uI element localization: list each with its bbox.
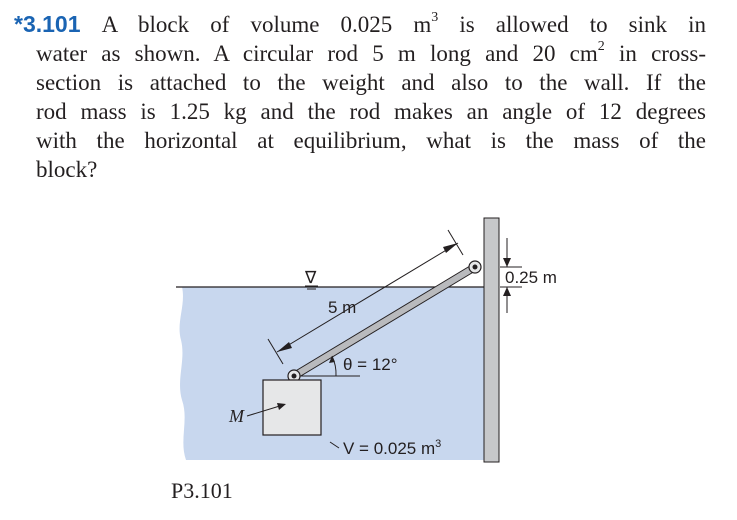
rod-length-label: 5 m <box>328 298 357 317</box>
wall <box>484 218 499 462</box>
block <box>263 380 321 435</box>
problem-line-2: water as shown. A circular rod 5 m long and 20 $cm^2$ in cross- <box>36 39 706 66</box>
angle-label: θ = 12° <box>343 355 398 374</box>
problem-number: *3.101 <box>14 11 81 37</box>
water-surface-symbol: ∇ <box>305 268 317 287</box>
figure-caption: P3.101 <box>171 478 233 503</box>
problem-line-6: block? <box>36 157 98 182</box>
problem-line-1: *3.101 A block of volume 0.025 $m^3$ is allowed to sink in <box>14 10 706 37</box>
problem-line-5: with the horizontal at equilibrium, what is the mass of the <box>36 128 706 153</box>
problem-line-3: section is attached to the weight and also to the wall. If the <box>36 70 706 95</box>
volume-label: V = 0.025 $m^3$ <box>343 438 442 458</box>
offset-label: 0.25 m <box>505 268 557 287</box>
mass-label: M <box>229 406 244 426</box>
problem-line-4: rod mass is 1.25 kg and the rod makes an angle of 12 degrees <box>36 99 706 124</box>
